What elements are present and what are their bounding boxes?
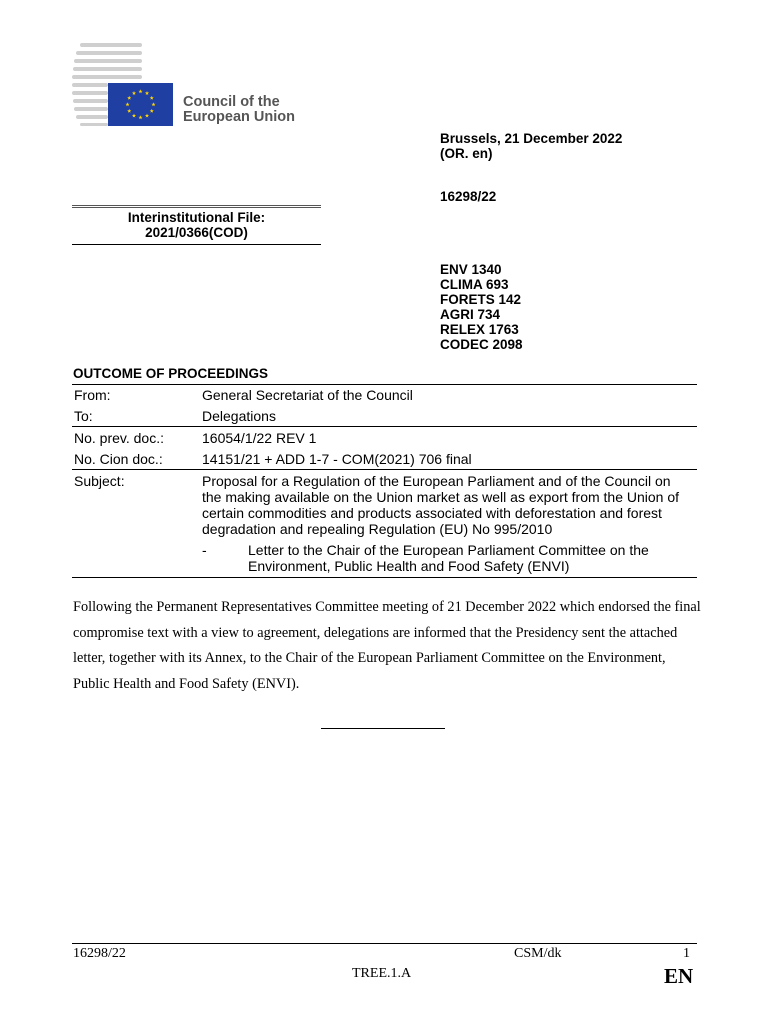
interinstitutional-file: [72, 210, 321, 240]
prev-doc-label: No. prev. doc.:: [74, 430, 165, 446]
iif-bottom-rule: [72, 244, 321, 245]
iif-label: Interinstitutional File:: [127, 210, 266, 225]
footer-department: TREE.1.A: [352, 966, 412, 981]
footer-rule: [72, 943, 697, 944]
institution-name: [183, 95, 295, 125]
to-label: To:: [74, 408, 93, 424]
subject-code: AGRI 734: [440, 307, 501, 322]
subject-code: ENV 1340: [440, 262, 502, 277]
prev-doc-value: 16054/1/22 REV 1: [202, 430, 317, 446]
footer-initials: CSM/dk: [514, 946, 562, 961]
separator-line: [321, 728, 445, 729]
subject-text: Proposal for a Regulation of the European Parliament and of the Council on the making available on the Union market as well as export from the Union of certain commodities and products associated with deforestation and forest degradation and repealing Regulation (EU) No 995/2010: [202, 473, 680, 537]
date-line: Brussels, 21 December 2022: [440, 131, 623, 146]
footer-page-number: 1: [683, 946, 690, 961]
subject-code: FORETS 142: [440, 292, 522, 307]
subject-code: CODEC 2098: [440, 337, 523, 352]
body-paragraph: Following the Permanent Representatives Committee meeting of 21 December 2022 which endorsed the final compromise text with a view to agreement, delegations are informed that the Presidency sent the attached letter, together with its Annex, to the Chair of the European Parliament Committee on the Environment, Public Health and Food Safety (ENVI).: [73, 599, 701, 692]
outcome-heading: OUTCOME OF PROCEEDINGS: [73, 366, 269, 381]
subject-code: CLIMA 693: [440, 277, 509, 292]
table-rule: [72, 577, 697, 578]
table-rule: [72, 384, 697, 385]
to-value: Delegations: [202, 408, 276, 424]
subject-letter: Letter to the Chair of the European Parliament Committee on the Environment, Public Health and Food Safety (ENVI): [248, 542, 649, 574]
table-rule: [72, 426, 697, 427]
iif-number: 2021/0366(COD): [145, 225, 248, 240]
from-label: From:: [74, 387, 111, 403]
cion-doc-label: No. Cion doc.:: [74, 451, 163, 467]
subject-code: RELEX 1763: [440, 322, 519, 337]
from-value: General Secretariat of the Council: [202, 387, 413, 403]
cion-doc-value: 14151/21 + ADD 1-7 - COM(2021) 706 final: [202, 451, 472, 467]
subject-dash: -: [202, 542, 207, 558]
document-number: 16298/22: [440, 189, 497, 204]
footer-language: EN: [664, 964, 694, 988]
subject-codes: [440, 262, 523, 352]
institution-name-line1: Council of the: [183, 94, 280, 110]
institution-name-line2: European Union: [183, 109, 295, 125]
footer-doc-number: 16298/22: [73, 946, 126, 961]
subject-label: Subject:: [74, 473, 125, 489]
table-rule: [72, 469, 697, 470]
original-language: (OR. en): [440, 146, 493, 161]
iif-top-rule: [72, 205, 321, 208]
date-block: [440, 131, 622, 161]
